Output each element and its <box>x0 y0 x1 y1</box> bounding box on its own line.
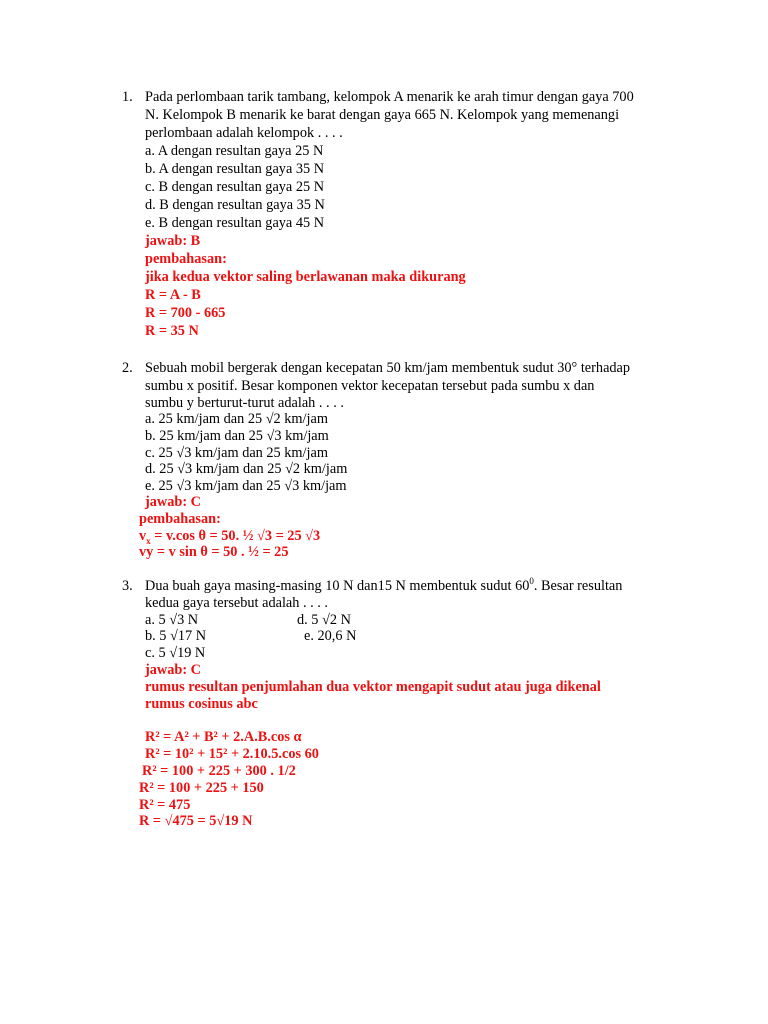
q2-answer: jawab: C <box>145 494 201 510</box>
q2-vy-formula: vy = v sin θ = 50 . ½ = 25 <box>139 544 289 560</box>
q3-option-d: d. 5 √2 N <box>297 612 351 628</box>
q2-option-b: b. 25 km/jam dan 25 √3 km/jam <box>145 428 329 444</box>
q2-explanation-label: pembahasan: <box>139 511 221 527</box>
q1-text-line3: perlombaan adalah kelompok . . . . <box>145 125 343 141</box>
q3-step: R = √475 = 5√19 N <box>139 813 253 829</box>
q1-option-c: c. B dengan resultan gaya 25 N <box>145 179 325 195</box>
q1-text-line2: N. Kelompok B menarik ke barat dengan gaya 665 N. Kelompok yang memenangi <box>145 107 620 123</box>
q2-option-c: c. 25 √3 km/jam dan 25 km/jam <box>145 445 328 461</box>
q1-explanation-line: R = A - B <box>145 287 201 303</box>
q2-text-line3: sumbu y berturut-turut adalah . . . . <box>145 395 344 411</box>
q3-option-a: a. 5 √3 N <box>145 612 199 628</box>
q3-answer: jawab: C <box>145 662 201 678</box>
q3-text-line1 <box>145 577 622 595</box>
q1-option-e: e. B dengan resultan gaya 45 N <box>145 215 325 231</box>
q3-text-line1-a: Dua buah gaya masing-masing 10 N dan15 N membentuk sudut 60 <box>145 578 530 594</box>
q3-rule-line2: rumus cosinus abc <box>145 696 258 712</box>
q3-option-b: b. 5 √17 N <box>145 628 207 644</box>
q1-explanation-line: R = 35 N <box>145 323 199 339</box>
q1-explanation-label: pembahasan: <box>145 251 227 267</box>
q1-number: 1. <box>122 89 133 105</box>
q1-option-a: a. A dengan resultan gaya 25 N <box>145 143 324 159</box>
q1-text-line1: Pada perlombaan tarik tambang, kelompok A menarik ke arah timur dengan gaya 700 <box>145 89 634 105</box>
q3-step: R² = 475 <box>139 797 191 813</box>
q3-degree-superscript: 0 <box>529 576 534 587</box>
q3-step: R² = A² + B² + 2.A.B.cos α <box>145 729 302 745</box>
q2-text-line1: Sebuah mobil bergerak dengan kecepatan 50 km/jam membentuk sudut 30° terhadap <box>145 360 631 376</box>
q3-option-c: c. 5 √19 N <box>145 645 206 661</box>
q2-vx-subscript: x <box>146 535 151 546</box>
q1-option-b: b. A dengan resultan gaya 35 N <box>145 161 325 177</box>
q2-option-d: d. 25 √3 km/jam dan 25 √2 km/jam <box>145 461 348 477</box>
q3-text-line1-b: . Besar resultan <box>533 578 623 594</box>
q2-vx-var: v <box>139 528 147 544</box>
q3-rule-line1: rumus resultan penjumlahan dua vektor mengapit sudut atau juga dikenal <box>145 679 601 695</box>
q2-number: 2. <box>122 360 133 376</box>
q3-step: R² = 10² + 15² + 2.10.5.cos 60 <box>145 746 319 762</box>
q3-step: R² = 100 + 225 + 150 <box>139 780 264 796</box>
q2-option-e: e. 25 √3 km/jam dan 25 √3 km/jam <box>145 478 347 494</box>
q1-explanation-line: jika kedua vektor saling berlawanan maka dikurang <box>145 269 466 285</box>
q1-answer: jawab: B <box>145 233 201 249</box>
q3-step: R² = 100 + 225 + 300 . 1/2 <box>142 763 296 779</box>
q1-explanation-line: R = 700 - 665 <box>145 305 226 321</box>
q3-text-line2: kedua gaya tersebut adalah . . . . <box>145 595 329 611</box>
q2-vx-rest: = v.cos θ = 50. ½ √3 = 25 √3 <box>150 528 321 544</box>
q3-option-e: e. 20,6 N <box>304 628 357 644</box>
q1-option-d: d. B dengan resultan gaya 35 N <box>145 197 325 213</box>
q2-text-line2: sumbu x positif. Besar komponen vektor kecepatan tersebut pada sumbu x dan <box>145 378 595 394</box>
q3-number: 3. <box>122 578 133 594</box>
q2-option-a: a. 25 km/jam dan 25 √2 km/jam <box>145 411 328 427</box>
